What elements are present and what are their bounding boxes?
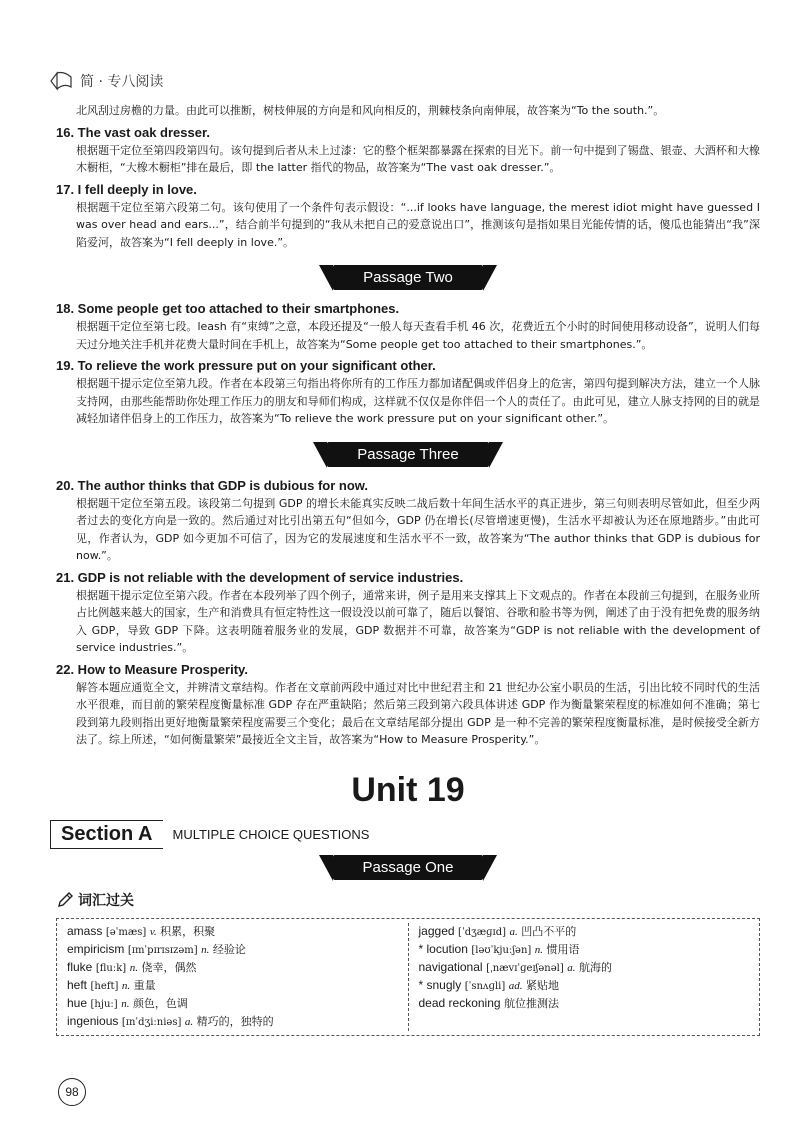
question-head: 19. To relieve the work pressure put on your significant other. — [56, 358, 436, 373]
vocab-entry — [419, 923, 750, 941]
vocab-pos: a. — [509, 925, 518, 938]
vocab-pos: n. — [121, 997, 130, 1010]
question-explanation: 根据题干定位至第六段第二句。该句使用了一个条件句表示假设：“...if looks have language, the merest idiot might have guessed I was over head and ears...”，结合前半句提到的“我从未把自己的爱意说出口”，推测该句是指如果目光能传情的话，傻瓜也能猜出“我”深陷爱河，故答案为“I fell deeply in love.”。 — [76, 200, 760, 249]
question-head: 21. GDP is not reliable with the development of service industries. — [56, 569, 464, 585]
answer-17 — [56, 181, 760, 252]
vocab-word: fluke — [67, 959, 93, 974]
section-header — [50, 820, 760, 849]
vocab-word: amass — [67, 923, 103, 938]
answer-20 — [56, 477, 760, 565]
vocab-pos: a. — [567, 961, 576, 974]
vocab-entry — [67, 941, 398, 959]
vocab-ipa: [ˈdʒæɡɪd] — [458, 926, 507, 938]
passage-three-banner: Passage Three — [327, 442, 488, 467]
vocab-word: * locution — [418, 941, 468, 956]
vocab-column-right — [408, 923, 760, 1031]
question-explanation: 根据题干提示定位至第六段。作者在本段列举了四个例子，通常来讲，例子是用来支撑其上下文观点的。作者在本段前三句提到，在服务业所占比例越来越大的国家，生产和消费具有恒定特性这一假设没以前可靠了，随后以餐馆、谷歌和脸书等为例，阐述了由于没有把免费的服务纳入 GDP，导致 GDP 下降。这表明随着服务业的发展，GDP 数据并不可靠，故答案为“GDP is not reliable with the development of service industries.”。 — [76, 588, 760, 654]
unit-title: Unit 19 — [351, 770, 465, 809]
vocab-meaning: 侥幸，偶然 — [141, 960, 197, 974]
question-explanation: 根据题干定位至第五段。该段第二句提到 GDP 的增长未能真实反映二战后数十年间生活水平的真正进步，第三句则表明尽管如此，但至少两者过去的变化方向是一致的。然后通过对比引出第五句“但如今，GDP 仍在增长(尽管增速更慢)，生活水平却被认为还在原地踏步。”由此可见，作者认为，GDP 如今更加不可信了，因为它的发展速度和生活水平不一致，故答案为“The author thinks that GDP is dubious for now.”。 — [76, 496, 760, 562]
vocab-ipa: [ɪmˈpɪrɪsɪzəm] — [127, 944, 198, 956]
vocab-entry — [419, 977, 750, 995]
question-explanation: 解答本题应通览全文，并辨清文章结构。作者在文章前两段中通过对比中世纪君主和 21 世纪办公室小职员的生活，引出比较不同时代的生活水平很难，而目前的繁荣程度衡量标准 GDP 存在严重缺陷；然后第三段到第六段具体讲述 GDP 作为衡量繁荣程度的标准如何不准确；第七段到第九段则指出更好地衡量繁荣程度需要三个变化；最后在文章结尾部分提出 GDP 是一种不完善的繁荣程度衡量标准，是时候接受全新方法了。综上所述，“如何衡量繁荣”最接近全文主旨，故答案为“How to Measure Prosperity.”。 — [76, 680, 760, 746]
page-header — [48, 68, 163, 94]
question-explanation: 根据题干定位至第七段。leash 有“束缚”之意，本段还提及“一般人每天查看手机 46 次，花费近五个小时的时间使用移动设备”，说明人们每天过分地关注手机并花费大量时间在手机上，故答案为“Some people get too attached to their smartphones.”。 — [76, 320, 760, 351]
answer-19 — [56, 357, 760, 428]
vocab-ipa: [ˈsnʌɡli] — [464, 980, 506, 992]
vocab-word: empiricism — [67, 941, 125, 956]
vocab-word: dead reckoning — [418, 995, 501, 1010]
answer-22 — [56, 661, 760, 749]
vocab-pos: v. — [149, 925, 157, 938]
book-logo-icon — [48, 68, 74, 94]
vocab-meaning: 经验论 — [212, 942, 246, 956]
vocab-box — [56, 918, 760, 1036]
vocab-word: hue — [67, 995, 88, 1010]
top-paragraph: 北风刮过房檐的力量。由此可以推断，树枝伸展的方向是和风向相反的，荆棘枝条向南伸展，故答案为“To the south.”。 — [76, 104, 665, 117]
vocab-entry — [67, 923, 398, 941]
vocab-pos: n. — [201, 943, 210, 956]
vocab-pos: n. — [121, 979, 131, 992]
vocab-column-left — [57, 923, 408, 1031]
vocab-header — [56, 890, 760, 910]
vocab-meaning: 航海的 — [579, 960, 613, 974]
vocab-entry — [67, 959, 398, 977]
vocab-pos: n. — [534, 943, 544, 956]
vocab-entry — [67, 977, 398, 995]
section-label: Section A — [50, 820, 163, 849]
vocab-meaning: 航位推测法 — [504, 996, 560, 1010]
answer-18 — [56, 300, 760, 353]
vocab-entry — [67, 1013, 398, 1031]
vocab-meaning: 积累，积聚 — [160, 924, 216, 938]
question-head: 16. The vast oak dresser. — [56, 124, 210, 140]
question-explanation: 根据题干定位至第四段第四句。该句提到后者从未上过漆：它的整个框架都暴露在探索的目光下。前一句中提到了锡盘、银壶、大酒杯和大橡木橱柜，“大橡木橱柜”排在最后，即 the latter 指代的物品，故答案为“The vast oak dresser.”。 — [76, 143, 760, 174]
vocab-meaning: 颜色，色调 — [132, 996, 188, 1010]
vocab-pos: n. — [129, 961, 138, 974]
vocab-meaning: 凹凸不平的 — [521, 924, 577, 938]
vocab-pos: a. — [184, 1015, 194, 1028]
question-head: 18. Some people get too attached to their smartphones. — [56, 301, 400, 316]
question-explanation: 根据题干提示定位至第九段。作者在本段第三句指出将你所有的工作压力都加诸配偶或伴侣身上的危害，第四句提到解决方法，建立一个人脉支持网，由那些能帮助你处理工作压力的朋友和导师们构成，这样就不仅仅是你伴侣一个人的责任了。由此可见，建立人脉支持网的目的就是减轻加诸伴侣身上的工作压力，故答案为“To relieve the work pressure put on your significant other.”。 — [76, 377, 760, 425]
vocab-title: 词汇过关 — [78, 892, 134, 909]
passage-one-banner: Passage One — [333, 855, 484, 880]
answer-16 — [56, 124, 760, 177]
vocab-entry — [419, 941, 750, 959]
answer-21 — [56, 569, 760, 657]
vocab-pos: ad. — [508, 979, 523, 992]
vocab-word: ingenious — [67, 1013, 119, 1028]
vocab-meaning: 重量 — [133, 978, 156, 992]
vocab-word: jagged — [418, 923, 455, 938]
vocab-meaning: 精巧的，独特的 — [196, 1014, 274, 1028]
page-content — [56, 102, 760, 1036]
passage-two-banner: Passage Two — [333, 265, 483, 290]
header-title: 简 · 专八阅读 — [80, 74, 164, 90]
vocab-entry — [419, 959, 750, 977]
vocab-ipa: [ˌnævɪˈɡeɪʃənəl] — [486, 962, 564, 974]
vocab-ipa: [ləʊˈkjuːʃən] — [471, 944, 532, 956]
question-head: 20. The author thinks that GDP is dubious for now. — [56, 477, 369, 493]
page-number: 98 — [58, 1078, 86, 1106]
section-subtitle: MULTIPLE CHOICE QUESTIONS — [172, 826, 370, 842]
vocab-word: navigational — [418, 959, 483, 974]
vocab-ipa: [əˈmæs] — [105, 926, 147, 938]
pencil-icon — [56, 891, 74, 909]
vocab-ipa: [ɪnˈdʒiːniəs] — [121, 1016, 182, 1028]
vocab-ipa: [hjuː] — [90, 998, 118, 1010]
vocab-ipa: [fluːk] — [95, 962, 127, 974]
vocab-word: heft — [67, 977, 88, 992]
vocab-ipa: [heft] — [90, 980, 119, 992]
vocab-word: * snugly — [418, 977, 462, 992]
vocab-entry — [67, 995, 398, 1013]
vocab-meaning: 惯用语 — [546, 942, 580, 956]
vocab-entry — [419, 995, 750, 1013]
vocab-meaning: 紧贴地 — [526, 978, 560, 992]
question-head: 22. How to Measure Prosperity. — [56, 661, 248, 677]
question-head: 17. I fell deeply in love. — [56, 181, 197, 197]
